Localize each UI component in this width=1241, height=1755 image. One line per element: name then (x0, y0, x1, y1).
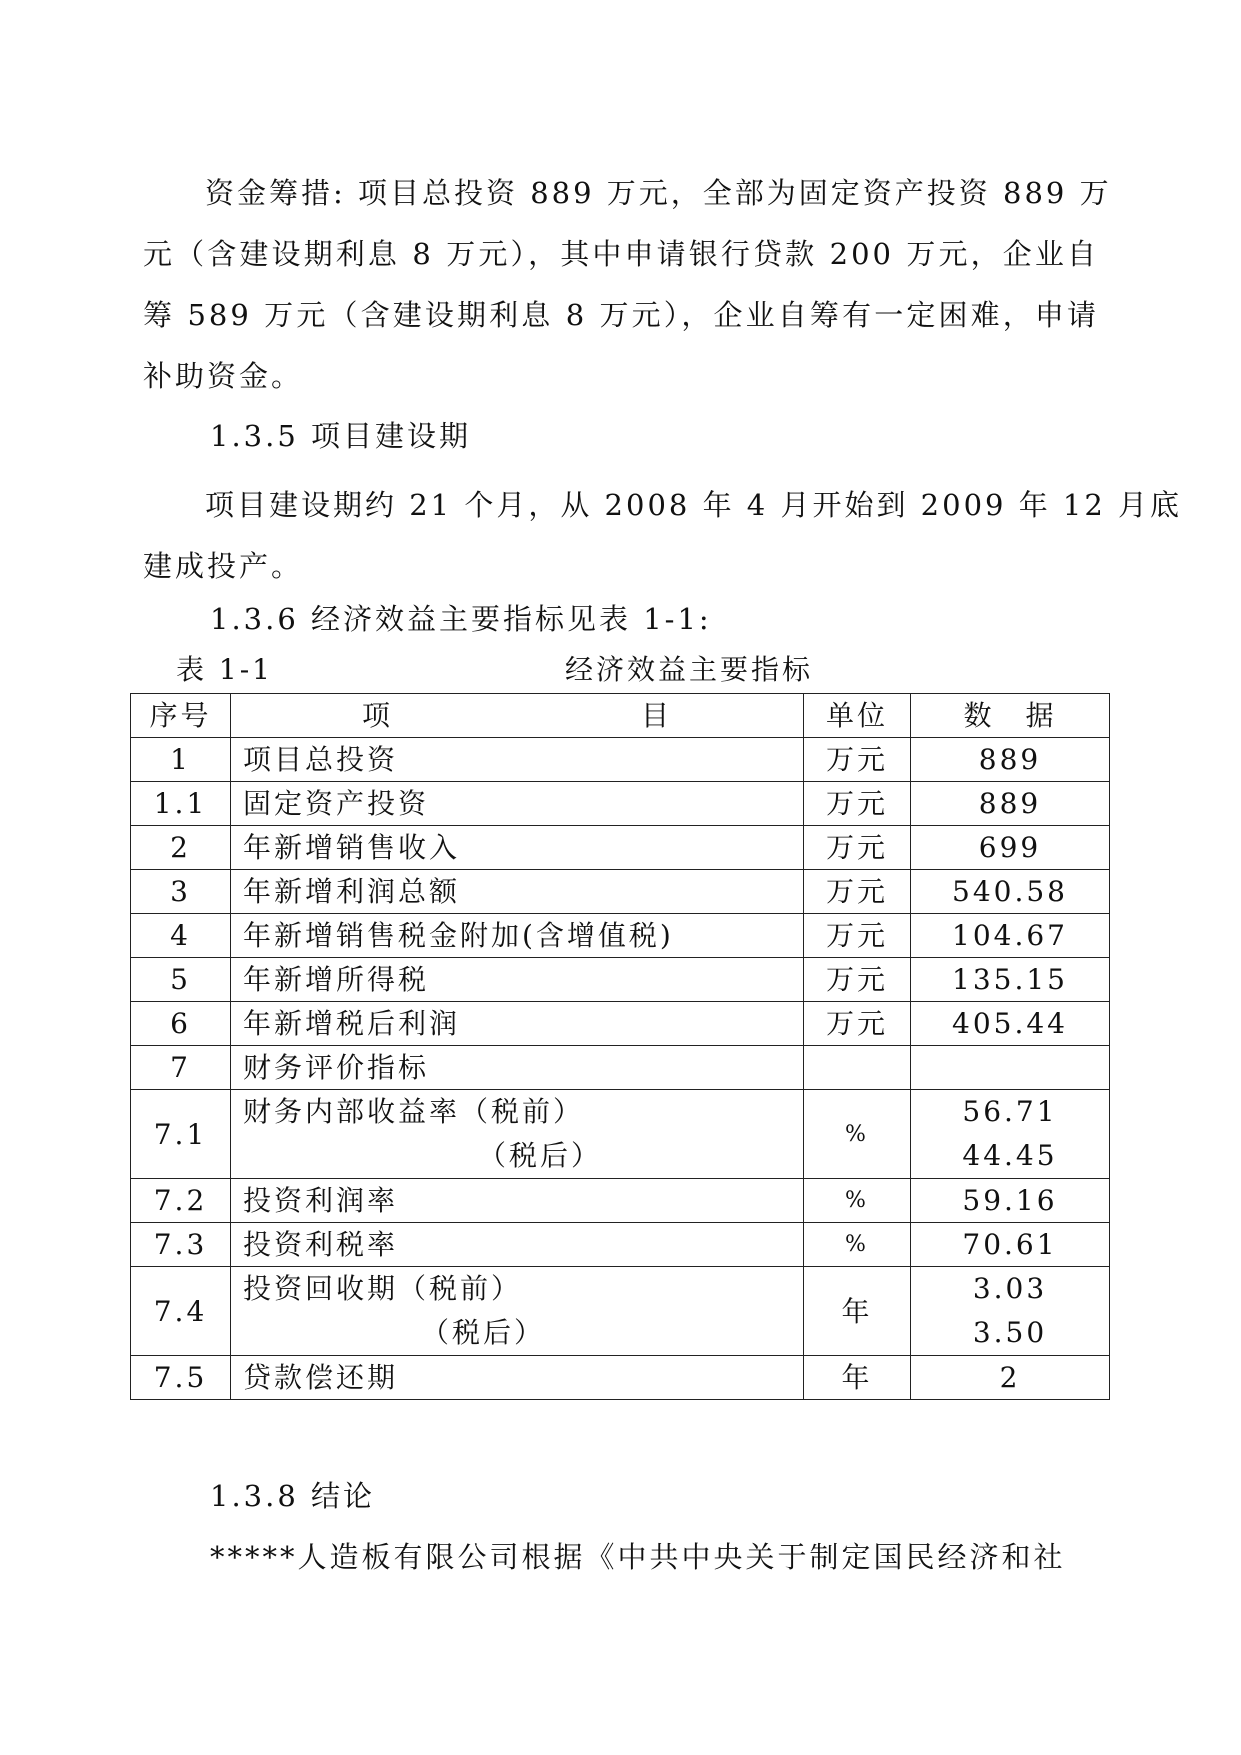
table-row (131, 1002, 1110, 1046)
table-row (131, 870, 1110, 914)
row-item: 固定资产投资 (231, 782, 804, 826)
row-value: 70.61 (911, 1223, 1110, 1267)
row-no: 6 (131, 1002, 231, 1046)
row-item: 年新增利润总额 (231, 870, 804, 914)
row-item (231, 1267, 804, 1356)
row-value: 135.15 (911, 958, 1110, 1002)
row-item: 年新增税后利润 (231, 1002, 804, 1046)
row-item: 投资利润率 (231, 1179, 804, 1223)
header-item: 项 目 (231, 694, 804, 738)
row-unit: 万元 (804, 738, 911, 782)
row-unit: 万元 (804, 782, 911, 826)
row-value: 2 (911, 1356, 1110, 1400)
table-title: 经济效益主要指标 (565, 653, 814, 686)
row-no: 7.1 (131, 1090, 231, 1179)
row-unit: 万元 (804, 870, 911, 914)
row-unit: 年 (804, 1356, 911, 1400)
row-unit: 年 (804, 1267, 911, 1356)
row-value-pretax: 56.71 (962, 1095, 1058, 1128)
row-value-aftertax: 3.50 (972, 1316, 1048, 1349)
section-heading-1-3-8: 1.3.8 结论 (210, 1479, 376, 1513)
row-no: 7.5 (131, 1356, 231, 1400)
row-value (911, 1090, 1110, 1179)
row-item-pretax: 投资回收期（税前） (243, 1272, 523, 1305)
row-item-aftertax: （税后） (478, 1139, 603, 1172)
row-no: 7.2 (131, 1179, 231, 1223)
row-no: 2 (131, 826, 231, 870)
row-no: 1.1 (131, 782, 231, 826)
table-row (131, 826, 1110, 870)
row-no: 3 (131, 870, 231, 914)
table-header-row (131, 694, 1110, 738)
paragraph-line: 资金筹措: 项目总投资 889 万元，全部为固定资产投资 889 万 (205, 176, 1112, 210)
economic-indicators-table (130, 693, 1110, 1400)
row-unit: % (804, 1090, 911, 1179)
row-value-aftertax: 44.45 (962, 1139, 1058, 1172)
funding-paragraph (143, 163, 1112, 407)
row-value: 59.16 (911, 1179, 1110, 1223)
row-unit (804, 1046, 911, 1090)
row-item: 年新增销售收入 (231, 826, 804, 870)
table-row (131, 914, 1110, 958)
table-row (131, 738, 1110, 782)
row-no: 7.3 (131, 1223, 231, 1267)
row-item-aftertax: （税后） (421, 1316, 546, 1349)
table-row (131, 1179, 1110, 1223)
row-value: 889 (911, 782, 1110, 826)
row-item: 投资利税率 (231, 1223, 804, 1267)
row-item: 项目总投资 (231, 738, 804, 782)
row-item-pretax: 财务内部收益率（税前） (243, 1095, 585, 1128)
conclusion-paragraph: *****人造板有限公司根据《中共中央关于制定国民经济和社 (210, 1540, 1066, 1574)
row-value: 540.58 (911, 870, 1110, 914)
row-unit: 万元 (804, 826, 911, 870)
row-value (911, 1046, 1110, 1090)
paragraph-line: 补助资金。 (143, 359, 304, 393)
section-heading-1-3-5: 1.3.5 项目建设期 (210, 419, 472, 453)
paragraph-line: 筹 589 万元（含建设期利息 8 万元），企业自筹有一定困难，申请 (143, 298, 1099, 332)
row-item (231, 1090, 804, 1179)
header-value: 数 据 (911, 694, 1110, 738)
row-value: 104.67 (911, 914, 1110, 958)
table-row (131, 1090, 1110, 1179)
paragraph-line: 元（含建设期利息 8 万元），其中申请银行贷款 200 万元，企业自 (143, 237, 1099, 271)
construction-period-paragraph (143, 475, 1183, 597)
row-unit: 万元 (804, 1002, 911, 1046)
row-item: 年新增销售税金附加(含增值税) (231, 914, 804, 958)
table-row (131, 1356, 1110, 1400)
row-no: 7 (131, 1046, 231, 1090)
table-number: 表 1-1 (176, 653, 273, 686)
header-unit: 单位 (804, 694, 911, 738)
row-no: 5 (131, 958, 231, 1002)
row-value: 699 (911, 826, 1110, 870)
row-no: 7.4 (131, 1267, 231, 1356)
paragraph-line: 项目建设期约 21 个月，从 2008 年 4 月开始到 2009 年 12 月底 (205, 488, 1183, 522)
row-value: 405.44 (911, 1002, 1110, 1046)
paragraph-line: 建成投产。 (143, 549, 304, 583)
header-no: 序号 (131, 694, 231, 738)
row-unit: 万元 (804, 914, 911, 958)
row-item: 财务评价指标 (231, 1046, 804, 1090)
table-row (131, 1223, 1110, 1267)
table-row (131, 1267, 1110, 1356)
section-heading-1-3-6: 1.3.6 经济效益主要指标见表 1-1: (210, 602, 712, 636)
row-unit: % (804, 1223, 911, 1267)
row-unit: 万元 (804, 958, 911, 1002)
row-item: 年新增所得税 (231, 958, 804, 1002)
row-value (911, 1267, 1110, 1356)
row-unit: % (804, 1179, 911, 1223)
row-no: 4 (131, 914, 231, 958)
table-row (131, 1046, 1110, 1090)
table-row (131, 782, 1110, 826)
row-value-pretax: 3.03 (972, 1272, 1048, 1305)
row-item: 贷款偿还期 (231, 1356, 804, 1400)
row-no: 1 (131, 738, 231, 782)
row-value: 889 (911, 738, 1110, 782)
table-row (131, 958, 1110, 1002)
